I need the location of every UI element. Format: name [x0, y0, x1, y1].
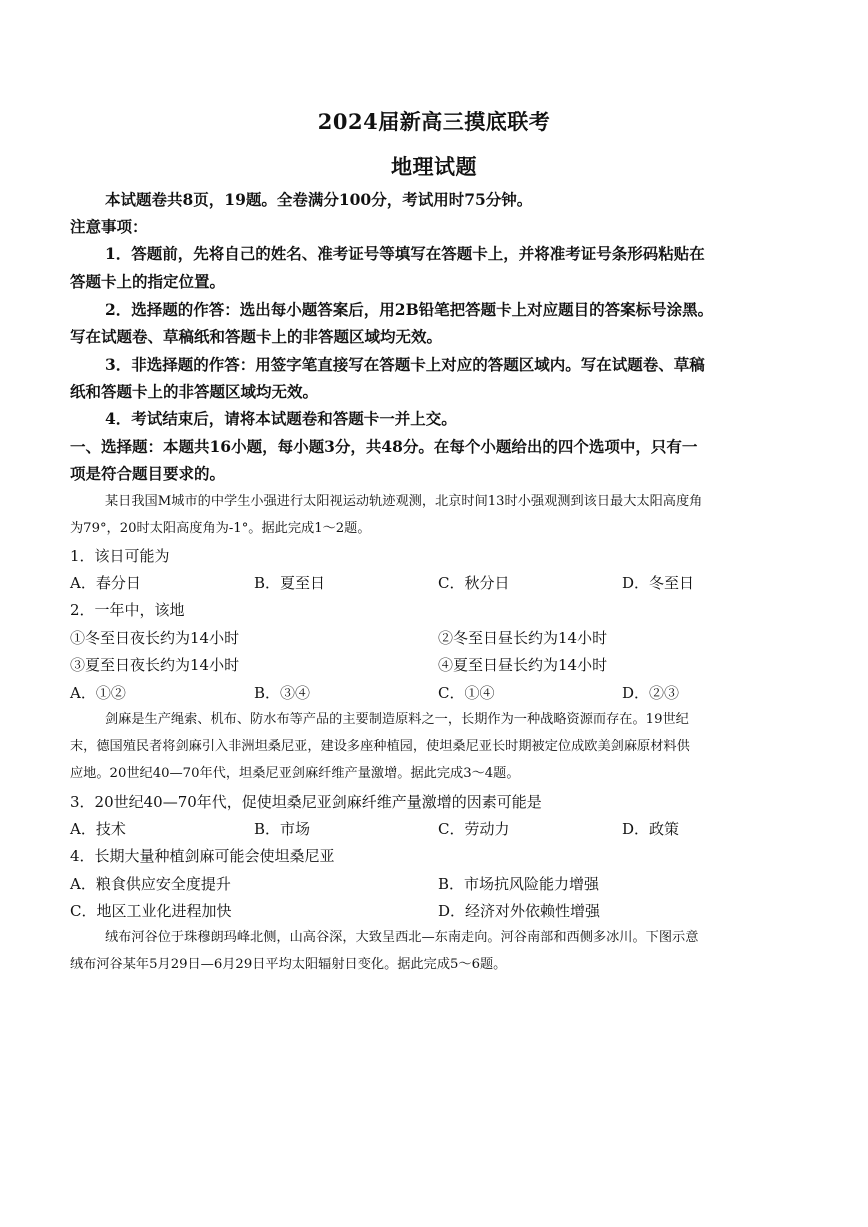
note-1-line-2: 答题卡上的指定位置。: [70, 272, 226, 291]
question-3-option-c: C．劳动力: [438, 820, 510, 838]
question-2-option-a: A．①②: [70, 684, 126, 702]
question-3-stem: 3．20世纪40—70年代，促使坦桑尼亚剑麻纤维产量激增的因素可能是: [70, 793, 542, 811]
section-heading-line-1: 一、选择题：本题共16小题，每小题3分，共48分。在每个小题给出的四个选项中，只有一: [70, 437, 698, 456]
question-4-stem: 4．长期大量种植剑麻可能会使坦桑尼亚: [70, 847, 335, 865]
exam-summary: 本试题卷共8页，19题。全卷满分100分，考试用时75分钟。: [105, 190, 533, 209]
question-1-stem: 1．该日可能为: [70, 547, 170, 565]
material-3-line-1: 绒布河谷位于珠穆朗玛峰北侧，山高谷深，大致呈西北—东南走向。河谷南部和西侧多冰川。下图示意: [105, 930, 699, 945]
question-1-option-a: A．春分日: [70, 574, 141, 592]
section-heading-line-2: 项是符合题目要求的。: [70, 464, 226, 483]
question-1-option-d: D．冬至日: [622, 574, 695, 592]
note-3-line-1: 3．非选择题的作答：用签字笔直接写在答题卡上对应的答题区域内。写在试题卷、草稿: [105, 355, 705, 374]
material-2-line-2: 末，德国殖民者将剑麻引入非洲坦桑尼亚，建设多座种植园，使坦桑尼亚长时期被定位成欧美剑麻原材料供: [70, 739, 690, 754]
question-4-option-c: C．地区工业化进程加快: [70, 902, 232, 920]
material-3-line-2: 绒布河谷某年5月29日—6月29日平均太阳辐射日变化。据此完成5～6题。: [70, 957, 507, 972]
exam-title: 2024届新高三摸底联考: [317, 109, 551, 134]
material-2-line-3: 应地。20世纪40—70年代，坦桑尼亚剑麻纤维产量激增。据此完成3～4题。: [70, 766, 520, 781]
question-3-option-d: D．政策: [622, 820, 680, 838]
question-4-option-a: A．粮食供应安全度提升: [70, 875, 231, 893]
note-1-line-1: 1．答题前，先将自己的姓名、准考证号等填写在答题卡上，并将准考证号条形码粘贴在: [105, 244, 705, 263]
question-2-statement-3: ③夏至日夜长约为14小时: [70, 656, 240, 674]
question-3-option-b: B．市场: [254, 820, 311, 838]
note-2-line-2: 写在试题卷、草稿纸和答题卡上的非答题区域均无效。: [70, 327, 443, 346]
question-2-stem: 2．一年中，该地: [70, 601, 185, 619]
material-1-line-1: 某日我国M城市的中学生小强进行太阳视运动轨迹观测，北京时间13时小强观测到该日最大太阳高度角: [105, 494, 703, 509]
question-2-option-d: D．②③: [622, 684, 680, 702]
question-4-option-b: B．市场抗风险能力增强: [438, 875, 600, 893]
question-4-option-d: D．经济对外依赖性增强: [438, 902, 601, 920]
question-2-statement-2: ②冬至日昼长约为14小时: [438, 629, 608, 647]
note-3-line-2: 纸和答题卡上的非答题区域均无效。: [70, 382, 319, 401]
question-1-option-b: B．夏至日: [254, 574, 326, 592]
material-2-line-1: 剑麻是生产绳索、机布、防水布等产品的主要制造原料之一，长期作为一种战略资源而存在。19世纪: [105, 712, 689, 727]
notes-heading: 注意事项：: [70, 217, 148, 236]
note-2-line-1: 2．选择题的作答：选出每小题答案后，用2B铅笔把答题卡上对应题目的答案标号涂黑。: [105, 300, 714, 319]
note-4: 4．考试结束后，请将本试题卷和答题卡一并上交。: [105, 409, 457, 428]
question-2-statement-1: ①冬至日夜长约为14小时: [70, 629, 240, 647]
question-2-statement-4: ④夏至日昼长约为14小时: [438, 656, 608, 674]
question-2-option-b: B．③④: [254, 684, 311, 702]
question-2-option-c: C．①④: [438, 684, 495, 702]
question-1-option-c: C．秋分日: [438, 574, 510, 592]
material-1-line-2: 为79°，20时太阳高度角为-1°。据此完成1～2题。: [70, 521, 371, 536]
question-3-option-a: A．技术: [70, 820, 126, 838]
exam-subtitle: 地理试题: [391, 154, 477, 179]
